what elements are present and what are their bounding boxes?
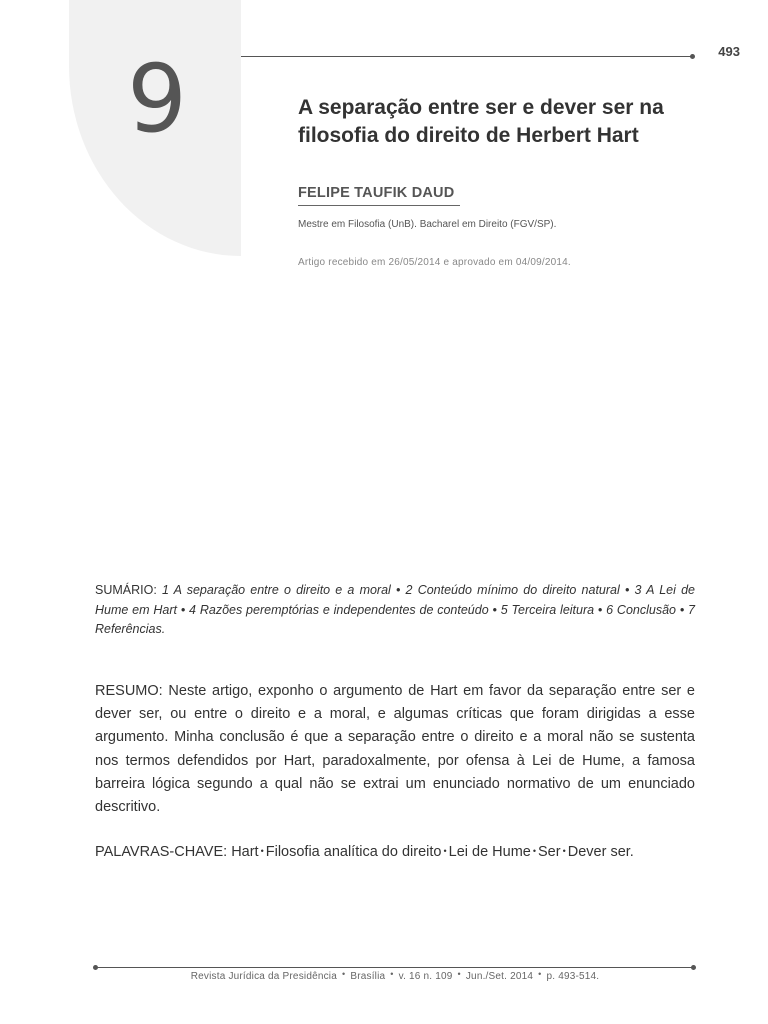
keyword-separator: •: [562, 846, 566, 856]
footer-period: Jun./Set. 2014: [465, 971, 534, 982]
received-note: Artigo recebido em 26/05/2014 e aprovado em 04/09/2014.: [298, 257, 571, 268]
keyword-item: Filosofia analítica do direito: [265, 844, 442, 860]
header-rule: [241, 56, 693, 57]
summary-items: 1 A separação entre o direito e a moral • 2 Conteúdo mínimo do direito natural • 3 A Lei de Hume em Hart • 4 Razões peremptórias e independentes de conteúdo • 5 Terceira leitura • 6 Conclusão • 7 Referências.: [95, 583, 695, 636]
author-name: FELIPE TAUFIK DAUD: [298, 185, 460, 206]
footer-separator: •: [538, 969, 542, 979]
footer-separator: •: [390, 969, 394, 979]
footer-rule: [95, 967, 694, 968]
page-number: 493: [718, 44, 740, 59]
header-rule-dot: [690, 54, 695, 59]
keyword-item: Ser: [538, 844, 561, 860]
summary-label: SUMÁRIO:: [95, 583, 157, 597]
keyword-separator: •: [532, 846, 536, 856]
abstract-text: Neste artigo, exponho o argumento de Hart em favor da separação entre ser e dever ser, ou entre o direito e a moral, e algumas críticas que foram dirigidas a esse argumento. Minha conclusão é que a separação entre o direito e a moral não se sustenta nos termos defendidos por Hart, paradoxalmente, por ofensa à Lei de Hume, a famosa barreira lógica segundo a qual não se extrai um enunciado normativo de um enunciado descritivo.: [95, 683, 695, 816]
keyword-item: Lei de Hume: [448, 844, 531, 860]
footer-issue: v. 16 n. 109: [398, 971, 453, 982]
footer-pages: p. 493-514.: [546, 971, 600, 982]
footer-city: Brasília: [350, 971, 386, 982]
footer-separator: •: [341, 969, 346, 979]
summary: [95, 581, 695, 640]
keyword-item: Dever ser.: [567, 844, 634, 860]
footer-separator: •: [457, 969, 461, 979]
abstract-label: RESUMO:: [95, 683, 163, 699]
keywords-label: PALAVRAS-CHAVE:: [95, 844, 228, 860]
author-affiliation: Mestre em Filosofia (UnB). Bacharel em Direito (FGV/SP).: [298, 219, 557, 230]
keywords: [95, 840, 715, 864]
footer-journal: Revista Jurídica da Presidência: [190, 971, 337, 982]
article-title: A separação entre ser e dever ser na filosofia do direito de Herbert Hart: [298, 96, 664, 147]
keyword-item: Hart: [231, 844, 259, 860]
footer-citation: [95, 969, 695, 982]
chapter-number: 9: [127, 45, 183, 154]
keyword-separator: •: [260, 846, 264, 856]
keyword-separator: •: [443, 846, 447, 856]
abstract: [95, 680, 695, 819]
